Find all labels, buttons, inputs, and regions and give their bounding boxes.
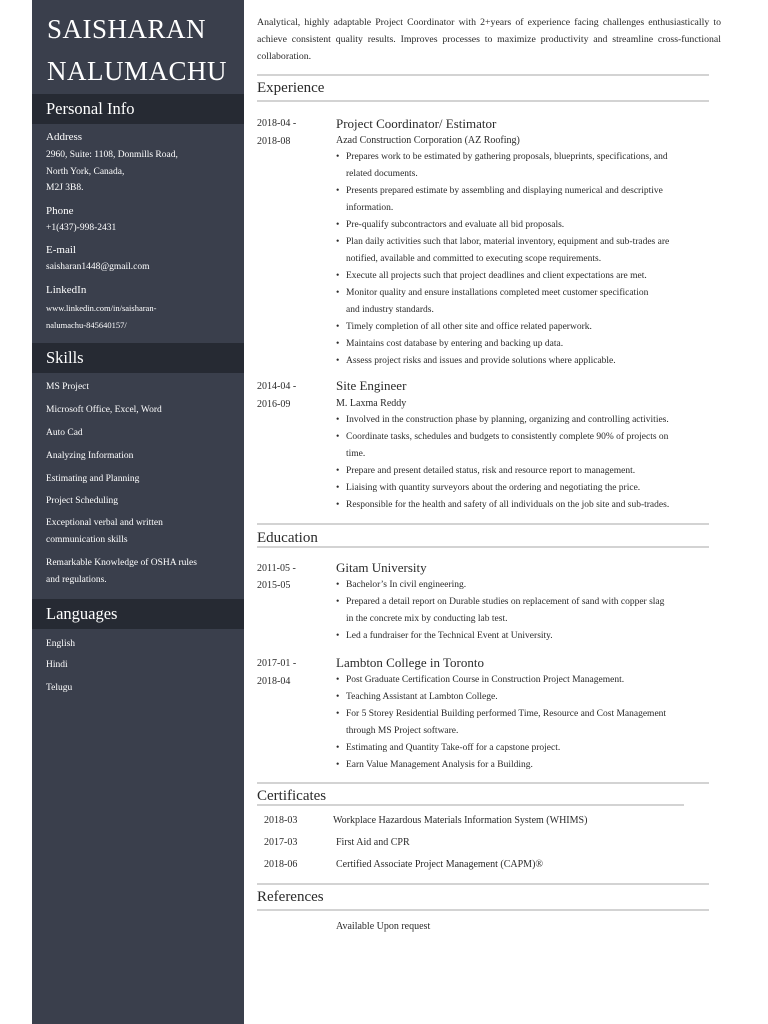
list-item: • Plan daily activities such that labor, material inventory, equipment and sub-trades are notified, available and committed to executing scope requirements. [336,234,716,268]
list-item: • Prepared a detail report on Durable studies on replacement of sand with copper slag in the concrete mix by conducting lab test. [336,594,716,628]
first-name: SAISHARAN [47,14,207,44]
skill-item: Estimating and Planning [46,474,140,484]
sidebar [32,0,244,1024]
language-item: Hindi [46,660,68,670]
language-item: English [46,639,76,649]
address-label: Address [46,131,83,143]
email-label: E-mail [46,244,76,256]
experience-heading: Experience [257,80,325,96]
languages-heading: Languages [32,599,244,629]
linkedin-line: nalumachu-845640157/ [46,320,127,330]
list-item: • Presents prepared estimate by assembling and displaying numerical and descriptive information. [336,183,716,217]
skill-item: MS Project [46,382,90,392]
personal-info-heading: Personal Info [32,94,244,124]
list-item: • Teaching Assistant at Lambton College. [336,689,716,706]
job-bullets [336,412,716,514]
job-bullets [336,149,716,370]
skill-item: Analyzing Information [46,451,134,461]
job-date-start: 2018-04 - [257,118,297,129]
skill-line: Remarkable Knowledge of OSHA rules [46,558,197,568]
job-title: Project Coordinator/ Estimator [336,116,497,131]
phone-value: +1(437)-998-2431 [46,223,117,233]
list-item: • Earn Value Management Analysis for a Building. [336,757,716,774]
address-line: 2960, Suite: 1108, Donmills Road, [46,150,178,160]
references-text: Available Upon request [336,921,431,932]
profile-summary: Analytical, highly adaptable Project Coordinator with 2+years of experience facing challenges enthusiastically to achieve consistent quality results. Improves processes to maximize productivity and streamline cross-functional collaboration. [257,17,721,62]
edu-date-start: 2017-01 - [257,658,297,669]
section-divider [257,523,709,525]
certificate-name: First Aid and CPR [336,837,410,848]
job-organization: Azad Construction Corporation (AZ Roofing) [336,135,520,146]
list-item: • Responsible for the health and safety of all individuals on the job site and sub-trades. [336,497,716,514]
edu-date-start: 2011-05 - [257,563,296,574]
list-item: • Led a fundraiser for the Technical Event at University. [336,628,716,645]
section-divider [257,804,684,806]
list-item: • Execute all projects such that project deadlines and client expectations are met. [336,268,716,285]
skill-item: Project Scheduling [46,496,119,506]
address-line: North York, Canada, [46,166,125,177]
section-divider [257,74,709,76]
job-organization: M. Laxma Reddy [336,398,407,409]
list-item: • For 5 Storey Residential Building performed Time, Resource and Cost Management through MS Project software. [336,706,716,740]
list-item: • Timely completion of all other site and office related paperwork. [336,319,716,336]
skill-line: and regulations. [46,575,107,585]
language-item: Telugu [46,683,73,693]
certificate-name: Workplace Hazardous Materials Information System (WHIMS) [333,815,588,826]
linkedin-value [46,300,241,334]
section-divider [257,782,709,784]
edu-bullets [336,672,716,774]
job-date-end: 2018-08 [257,136,291,147]
school-name: Gitam University [336,560,427,575]
list-item: • Post Graduate Certification Course in Construction Project Management. [336,672,716,689]
section-divider [257,909,709,911]
certificate-name: Certified Associate Project Management (CAPM)® [336,859,543,870]
skills-heading: Skills [32,343,244,373]
edu-date-end: 2015-05 [257,580,291,591]
skill-item: Microsoft Office, Excel, Word [46,405,162,415]
references-heading: References [257,889,324,905]
job-date-start: 2014-04 - [257,381,297,392]
skill-item: Auto Cad [46,428,83,438]
section-divider [257,546,709,548]
skill-line: Exceptional verbal and written [46,518,163,528]
list-item: • Involved in the construction phase by planning, organizing and controlling activities. [336,412,716,429]
certificate-date: 2018-06 [264,859,298,870]
job-title: Site Engineer [336,378,407,393]
list-item: • Estimating and Quantity Take-off for a capstone project. [336,740,716,757]
skill-item [46,555,231,589]
edu-date-end: 2018-04 [257,676,291,687]
list-item: • Liaising with quantity surveyors about the ordering and negotiating the price. [336,480,716,497]
list-item: • Bachelor’s In civil engineering. [336,577,716,594]
linkedin-line: www.linkedin.com/in/saisharan- [46,303,157,313]
address-line: M2J 3B8. [46,183,84,193]
linkedin-label: LinkedIn [46,284,87,296]
skill-line: communication skills [46,535,128,545]
address-value [46,147,241,197]
list-item: • Prepare and present detailed status, risk and resource report to management. [336,463,716,480]
list-item: • Monitor quality and ensure installations completed meet customer specification and industry standards. [336,285,716,319]
certificate-date: 2018-03 [264,815,298,826]
school-name: Lambton College in Toronto [336,655,484,670]
list-item: • Coordinate tasks, schedules and budgets to consistently complete 90% of projects on time. [336,429,716,463]
certificates-heading: Certificates [257,788,327,804]
job-date-end: 2016-09 [257,399,291,410]
email-value: saisharan1448@gmail.com [46,262,150,272]
section-divider [257,883,709,885]
candidate-name [47,8,242,92]
phone-label: Phone [46,205,74,217]
list-item: • Pre-qualify subcontractors and evaluate all bid proposals. [336,217,716,234]
last-name: NALUMACHU [47,56,227,86]
education-heading: Education [257,530,318,546]
edu-bullets [336,577,716,645]
list-item: • Prepares work to be estimated by gathering proposals, blueprints, specifications, and related documents. [336,149,716,183]
list-item: • Maintains cost database by entering and backing up data. [336,336,716,353]
list-item: • Assess project risks and issues and provide solutions where applicable. [336,353,716,370]
section-divider [257,100,709,102]
certificate-date: 2017-03 [264,837,298,848]
skill-item [46,515,231,549]
